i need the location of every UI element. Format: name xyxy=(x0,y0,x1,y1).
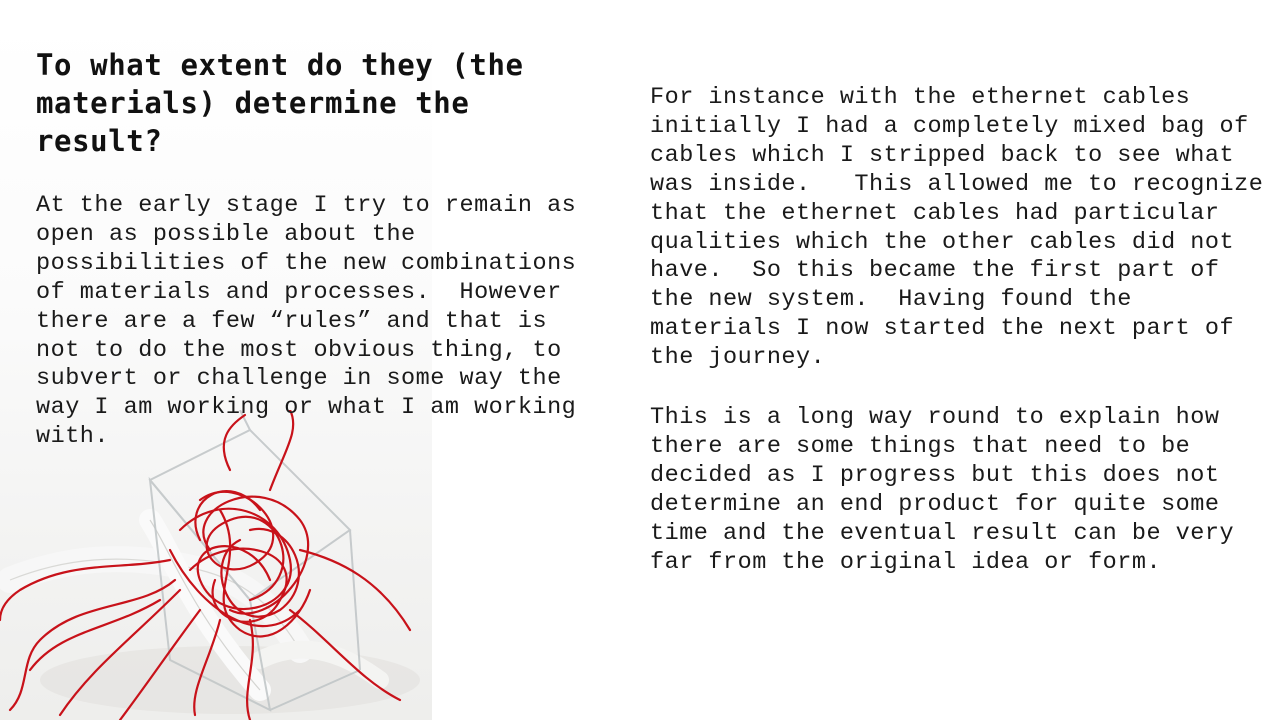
right-paragraph-1: For instance with the ethernet cables initially I had a completely mixed bag of cables which I stripped back to see what was inside. This allowed me to recognize that the ethernet cables had particular qualities which the other cables did not have. So this became the first part of the new system. Having found the materials I now started the next part of the journey. xyxy=(650,84,1278,372)
cable-sculpture-image xyxy=(0,410,440,720)
left-paragraph: At the early stage I try to remain as open as possible about the possibilities of the new combinations of materials and processes. However there are a few “rules” and that is not to do the most obvious thing, to subvert or challenge in some way the way I am working or what I am working with. xyxy=(36,192,591,451)
slide-heading: To what extent do they (the materials) determine the result? xyxy=(36,48,524,158)
right-paragraph-2: This is a long way round to explain how there are some things that need to be decided as I progress but this does not determine an end product for quite some time and the eventual result can be very far from the original idea or form. xyxy=(650,404,1249,576)
